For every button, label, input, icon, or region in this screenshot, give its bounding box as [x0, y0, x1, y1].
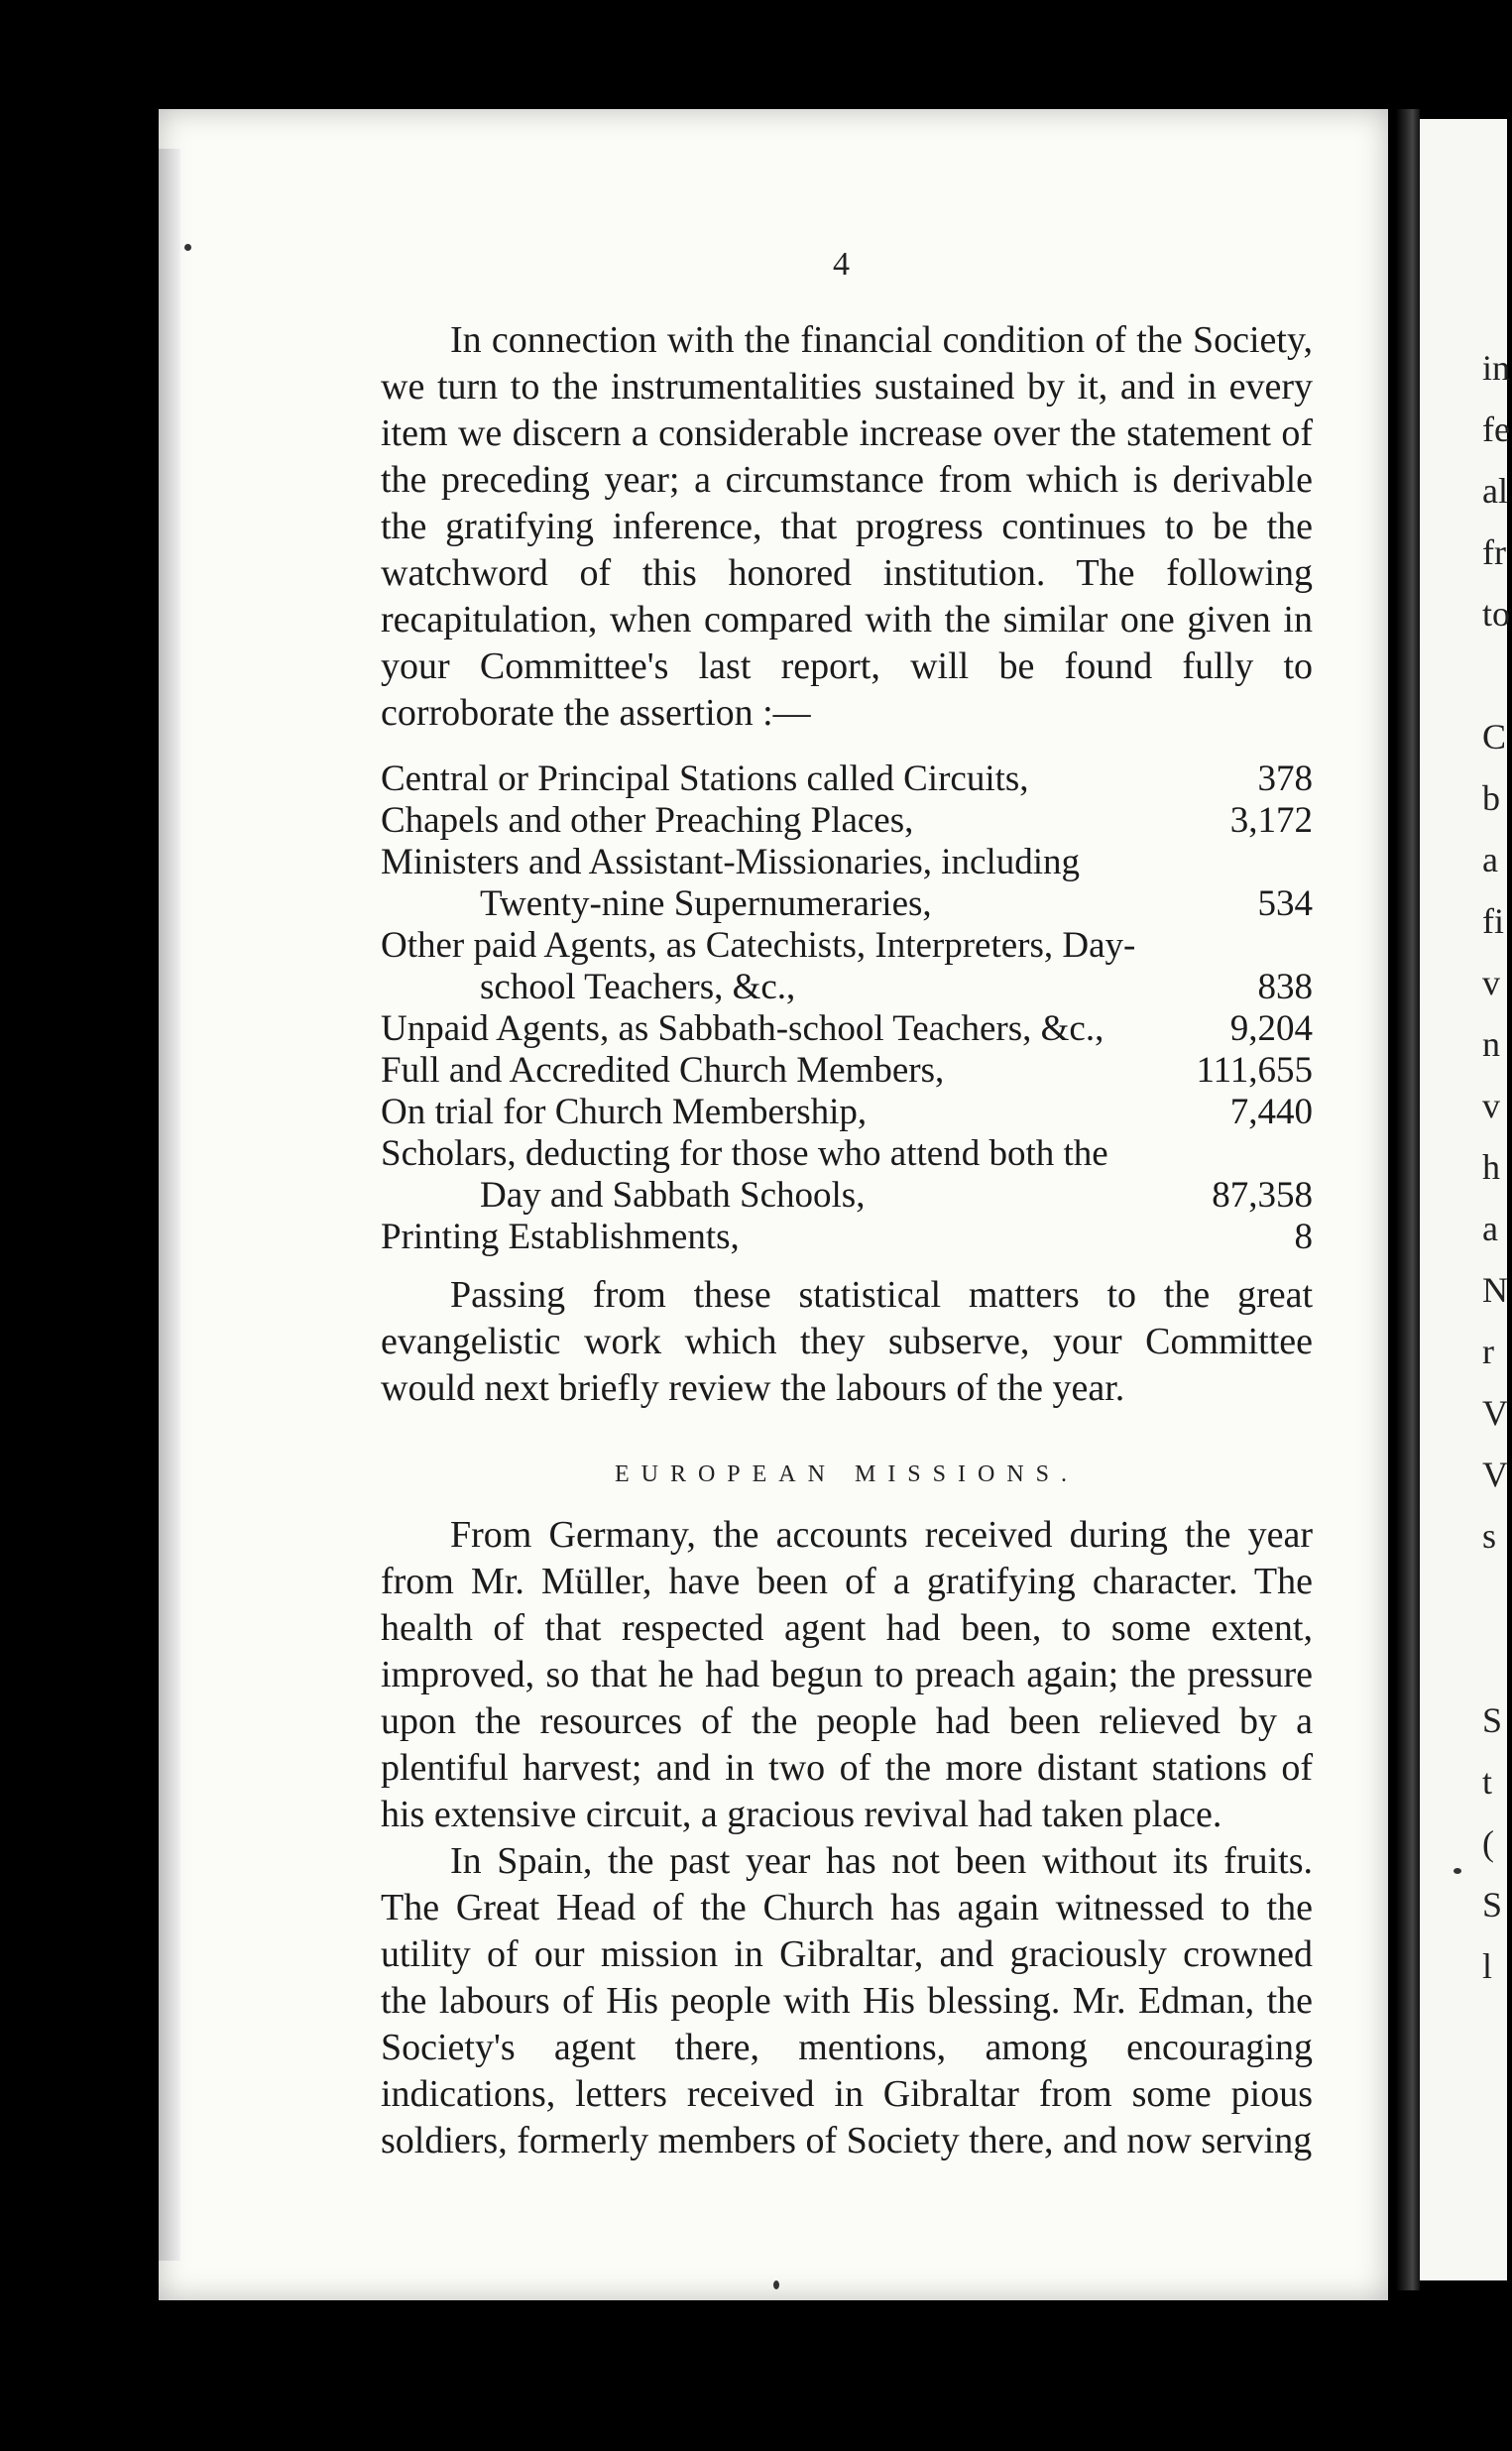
adjacent-page-fragment — [1482, 644, 1512, 706]
stats-row — [381, 1133, 1313, 1175]
stats-row — [381, 800, 1313, 842]
adjacent-page-fragment: s — [1482, 1516, 1497, 1556]
stats-value: 111,655 — [1196, 1050, 1313, 1091]
adjacent-page-fragment: fe — [1482, 409, 1510, 449]
adjacent-page-text — [1482, 337, 1512, 1997]
adjacent-page-fragment: v — [1482, 963, 1500, 1002]
stats-label-continued: Day and Sabbath Schools, — [480, 1175, 866, 1216]
stats-row-continued — [381, 883, 1313, 925]
germany-paragraph: From Germany, the accounts received during the year from Mr. Müller, have been of a gratifying character. The health of that respected agent had been, to some extent, improved, so that he had begun to preach again; the pressure upon the resources of the people had been relieved by a plentiful harvest; and in two of the more distant stations of his extensive circuit, a gracious revival had taken place. — [381, 1514, 1313, 1835]
adjacent-page-fragment: l — [1482, 1946, 1493, 1986]
stats-label: Central or Principal Stations called Circuits, — [381, 759, 1029, 799]
page-body — [381, 317, 1313, 2164]
stats-row — [381, 1050, 1313, 1092]
paper-speck — [773, 2280, 779, 2289]
adjacent-page-fragment: t — [1482, 1762, 1493, 1802]
statistics-table — [381, 759, 1313, 1258]
adjacent-page-fragment: S — [1482, 1885, 1503, 1925]
spain-paragraph: In Spain, the past year has not been without its fruits. The Great Head of the Church has again witnessed to the utility of our mission in Gibraltar, and graciously crowned the labours of His people with His blessing. Mr. Edman, the Society's agent there, mentions, among encouraging indications, letters received in Gibraltar from some pious soldiers, formerly members of Society there, and now serving — [381, 1840, 1313, 2161]
page-edge — [159, 149, 180, 2261]
adjacent-page-fragment: n — [1482, 1024, 1500, 1064]
stats-value: 3,172 — [1229, 800, 1313, 841]
adjacent-page-fragment: C — [1482, 717, 1507, 757]
stats-row — [381, 925, 1313, 967]
paper-speck — [184, 244, 191, 251]
stats-row — [381, 842, 1313, 883]
section-heading: EUROPEAN MISSIONS. — [614, 1461, 1080, 1487]
stats-value: 838 — [1257, 967, 1313, 1007]
stats-label: On trial for Church Membership, — [381, 1092, 868, 1132]
stats-label-continued: Twenty-nine Supernumeraries, — [480, 883, 932, 924]
adjacent-page-fragment: in — [1482, 348, 1511, 388]
adjacent-page-fragment: V — [1482, 1393, 1508, 1433]
stats-label: Chapels and other Preaching Places, — [381, 800, 914, 841]
stats-label: Unpaid Agents, as Sabbath-school Teachers, &c., — [381, 1008, 1105, 1049]
adjacent-page-fragment: v — [1482, 1086, 1500, 1125]
adjacent-page-fragment: to — [1482, 594, 1511, 634]
stats-value: 8 — [1294, 1217, 1313, 1257]
page-gutter — [1396, 109, 1420, 2290]
stats-label: Full and Accredited Church Members, — [381, 1050, 945, 1091]
adjacent-page-fragment — [1482, 1567, 1512, 1628]
adjacent-page-fragment: fi — [1482, 901, 1504, 941]
adjacent-page-fragment: fr — [1482, 532, 1506, 572]
stats-row — [381, 1217, 1313, 1258]
stats-label: Printing Establishments, — [381, 1217, 740, 1257]
stats-value: 9,204 — [1229, 1008, 1313, 1049]
stats-label: Other paid Agents, as Catechists, Interpreters, Day- — [381, 925, 1136, 966]
adjacent-page-fragment: a — [1482, 840, 1498, 879]
adjacent-page-fragment: r — [1482, 1332, 1494, 1371]
stats-value: 378 — [1257, 759, 1313, 799]
adjacent-page-fragment: h — [1482, 1147, 1500, 1187]
stats-label: Scholars, deducting for those who attend both the — [381, 1133, 1108, 1174]
adjacent-page-fragment: N — [1482, 1270, 1508, 1310]
stats-row-continued — [381, 967, 1313, 1008]
paper-speck — [1454, 1868, 1461, 1874]
stats-value: 7,440 — [1229, 1092, 1313, 1132]
adjacent-page-fragment: a — [1482, 1209, 1498, 1248]
adjacent-page-fragment: b — [1482, 778, 1500, 818]
adjacent-page-fragment — [1482, 1628, 1512, 1690]
stats-value: 87,358 — [1212, 1175, 1313, 1216]
stats-row — [381, 759, 1313, 800]
adjacent-page-fragment: al — [1482, 471, 1508, 511]
adjacent-page-fragment: ( — [1482, 1823, 1494, 1863]
stats-value: 534 — [1257, 883, 1313, 924]
stats-label-continued: school Teachers, &c., — [480, 967, 796, 1007]
stats-label: Ministers and Assistant-Missionaries, including — [381, 842, 1081, 882]
adjacent-page-fragment: S — [1482, 1700, 1503, 1740]
stats-row — [381, 1092, 1313, 1133]
adjacent-page-fragment: V — [1482, 1455, 1508, 1494]
stats-row-continued — [381, 1175, 1313, 1217]
stats-row — [381, 1008, 1313, 1050]
passing-paragraph: Passing from these statistical matters to the great evangelistic work which they subserve, your Committee would next briefly review the labours of the year. — [381, 1274, 1313, 1409]
page-number: 4 — [833, 246, 850, 283]
intro-paragraph: In connection with the financial condition of the Society, we turn to the instrumentalities sustained by it, and in every item we discern a considerable increase over the statement of the preceding year; a circumstance from which is derivable the gratifying inference, that progress continues to be the watchword of this honored institution. The following recapitulation, when compared with the similar one given in your Committee's last report, will be found fully to corroborate the assertion :— — [381, 319, 1313, 734]
